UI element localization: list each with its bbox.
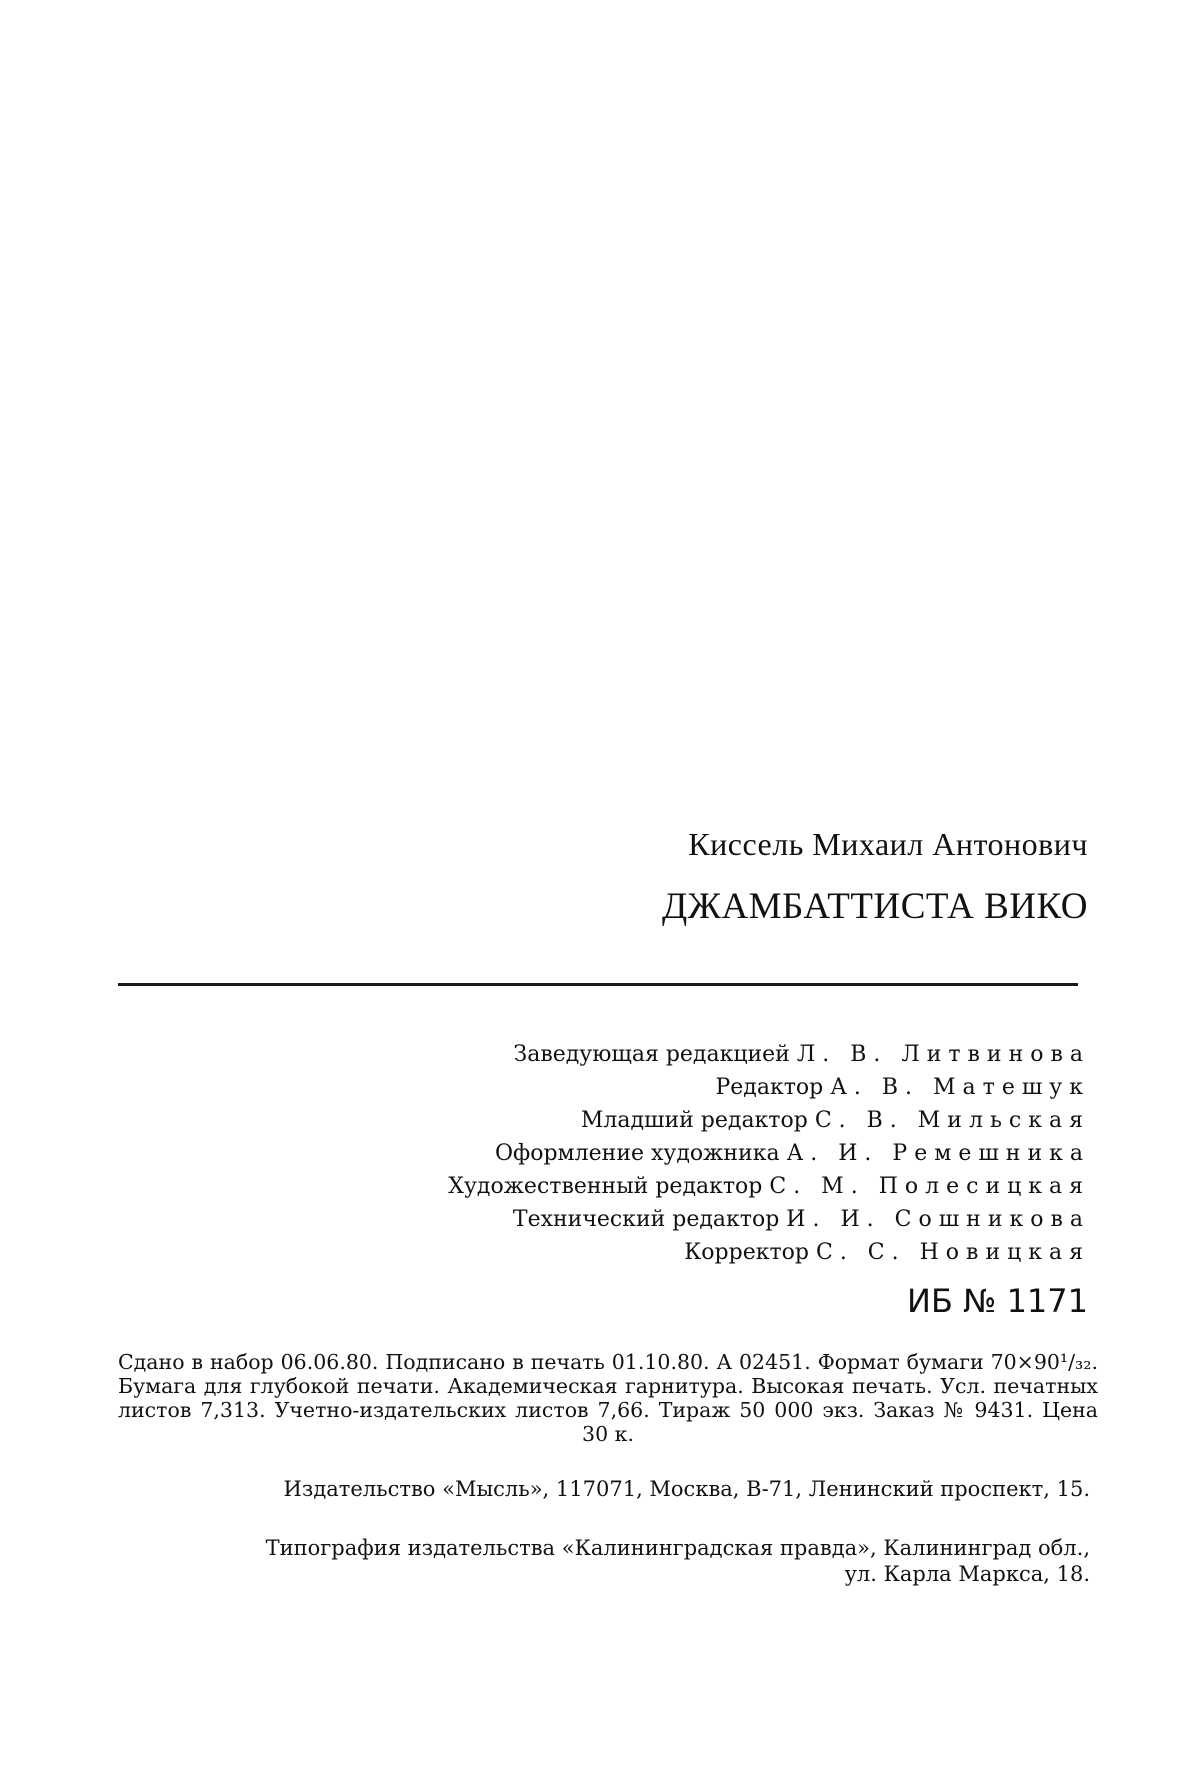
ib-number: ИБ № 1171: [907, 1282, 1088, 1320]
credit-person: С. М. Полесицкая: [769, 1174, 1090, 1199]
book-title: ДЖАМБАТТИСТА ВИКО: [662, 886, 1088, 927]
credit-role: Заведующая редакцией: [513, 1042, 790, 1067]
credit-line: [190, 1203, 1090, 1236]
divider-rule: [118, 983, 1078, 986]
credit-person: С. В. Мильская: [814, 1108, 1090, 1133]
credit-role: Оформление художника: [494, 1141, 780, 1166]
credit-line: [190, 1038, 1090, 1071]
credit-person: А. В. Матешук: [830, 1075, 1090, 1100]
printer-address: [130, 1535, 1090, 1587]
credit-line: [190, 1104, 1090, 1137]
credit-line: [190, 1236, 1090, 1269]
credit-line: [190, 1137, 1090, 1170]
credit-role: Младший редактор: [580, 1108, 808, 1133]
credit-person: А. И. Ремешника: [786, 1141, 1090, 1166]
credit-role: Технический редактор: [512, 1207, 780, 1232]
credit-person: С. С. Новицкая: [815, 1240, 1090, 1265]
credit-person: Л. В. Литвинова: [796, 1042, 1090, 1067]
credit-role: Редактор: [715, 1075, 824, 1100]
printer-line-2: ул. Карла Маркса, 18.: [844, 1562, 1090, 1586]
credit-role: Корректор: [684, 1240, 809, 1265]
credit-role: Художественный редактор: [448, 1174, 763, 1199]
credit-line: [190, 1071, 1090, 1104]
credits-block: [190, 1038, 1090, 1269]
publisher-address: Издательство «Мысль», 117071, Москва, В-71, Ленинский проспект, 15.: [283, 1477, 1090, 1501]
author-name: Киссель Михаил Антонович: [688, 826, 1088, 862]
credit-line: [190, 1170, 1090, 1203]
imprint-paragraph: Сдано в набор 06.06.80. Подписано в печать 01.10.80. А 02451. Формат бумаги 70×90¹/₃₂. Бумага для глубокой печати. Академическая гарнитура. Высокая печать. Усл. печатных листов 7,313. Учетно-издательских листов 7,66. Тираж 50 000 экз. Заказ № 9431. Цена 30 к.: [118, 1350, 1098, 1446]
printer-line-1: Типография издательства «Калининградская правда», Калининград обл.,: [265, 1536, 1090, 1560]
credit-person: И. И. Сошникова: [786, 1207, 1090, 1232]
